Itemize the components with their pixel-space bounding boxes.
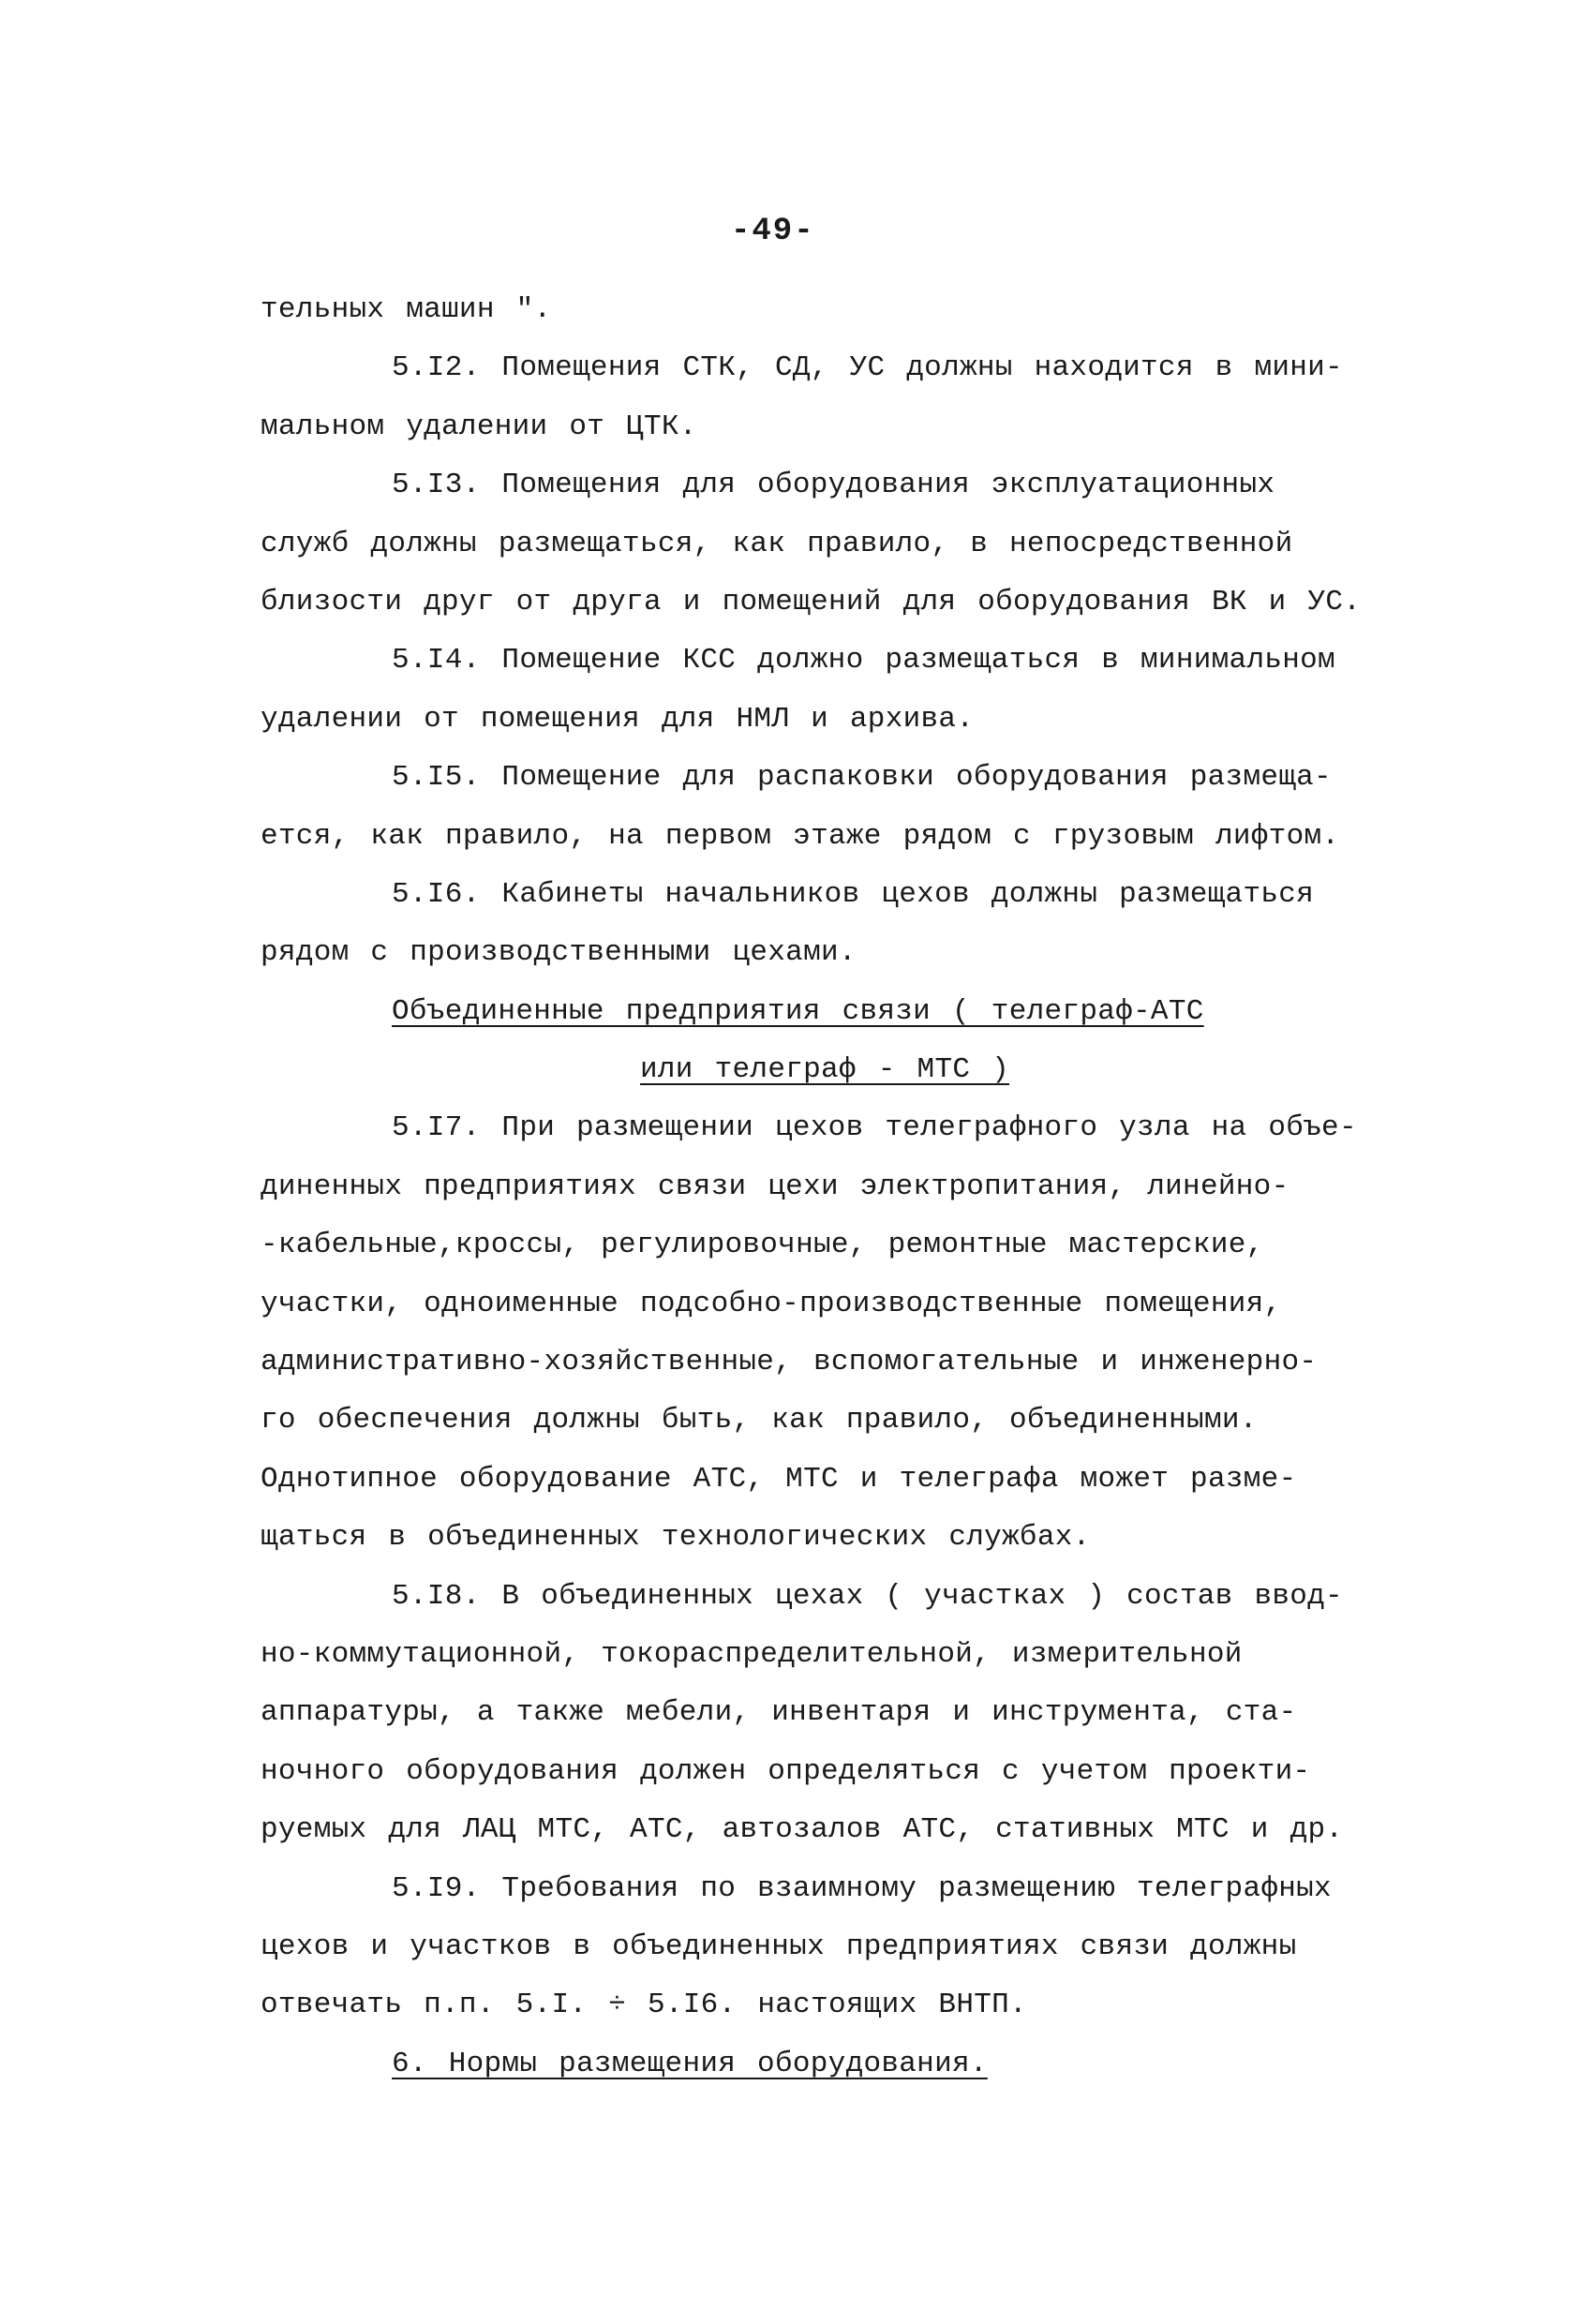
text-line: отвечать п.п. 5.I. ÷ 5.I6. настоящих ВНТП. [261,1989,1027,2022]
text-line: тельных машин ". [261,293,552,326]
text-line: удалении от помещения для НМЛ и архива. [261,702,975,736]
text-line: служб должны размещаться, как правило, в непосредственной [261,527,1293,560]
section-heading-text: Объединенные предприятия связи ( телеграф-АТС [392,994,1204,1028]
paragraph-5-18-start: 5.I8. В объединенных цехах ( участках ) состав ввод- [392,1579,1343,1613]
text-line: Однотипное оборудование АТС, МТС и телеграфа может разме- [261,1462,1297,1496]
section-heading-line-1 [261,983,1338,1041]
text-line: -кабельные,кроссы, регулировочные, ремонтные мастерские, [261,1229,1264,1262]
text-line: мальном удалении от ЦТК. [261,410,697,443]
text-line: но-коммутационной, токораспределительной, измерительной [261,1637,1243,1671]
text-line: административно-хозяйственные, вспомогательные и инженерно- [261,1346,1318,1379]
text-line: рядом с производственными цехами. [261,936,857,970]
text-line: го обеспечения должны быть, как правило, объединенными. [261,1404,1258,1438]
paragraph-5-13-start: 5.I3. Помещения для оборудования эксплуатационных [392,469,1275,502]
page-number: -49- [731,214,815,249]
text-line: аппаратуры, а также мебели, инвентаря и инструмента, ста- [261,1696,1297,1730]
paragraph-5-19-start: 5.I9. Требования по взаимному размещению телеграфных [392,1871,1332,1905]
section-heading-line-2 [261,1041,1338,1099]
text-line: ется, как правило, на первом этаже рядом с грузовым лифтом. [261,819,1340,853]
paragraph-5-12-start: 5.I2. Помещения СТК, СД, УС должны находится в мини- [392,351,1343,385]
text-line: близости друг от друга и помещений для оборудования ВК и УС. [261,585,1362,618]
text-line: участки, одноименные подсобно-производственные помещения, [261,1287,1282,1320]
text-line: диненных предприятиях связи цехи электропитания, линейно- [261,1169,1289,1203]
paragraph-5-15-start: 5.I5. Помещение для распаковки оборудования размеща- [392,761,1332,795]
section-6-heading: 6. Нормы размещения оборудования. [392,2047,988,2080]
paragraph-5-17-start: 5.I7. При размещении цехов телеграфного узла на объе- [392,1111,1357,1145]
text-line: ночного оборудования должен определяться с учетом проекти- [261,1754,1311,1788]
paragraph-5-16-start: 5.I6. Кабинеты начальников цехов должны размещаться [392,877,1315,911]
paragraph-5-14-start: 5.I4. Помещение КСС должно размещаться в минимальном [392,644,1335,678]
section-6-heading-line [261,2035,1338,2093]
text-line: руемых для ЛАЦ МТС, АТС, автозалов АТС, стативных МТС и др. [261,1813,1344,1847]
text-line: щаться в объединенных технологических службах. [261,1521,1091,1555]
body-text [261,281,1362,2093]
section-heading-text: или телеграф - МТС ) [640,1053,1010,1087]
text-line: цехов и участков в объединенных предприятиях связи должны [261,1929,1297,1963]
